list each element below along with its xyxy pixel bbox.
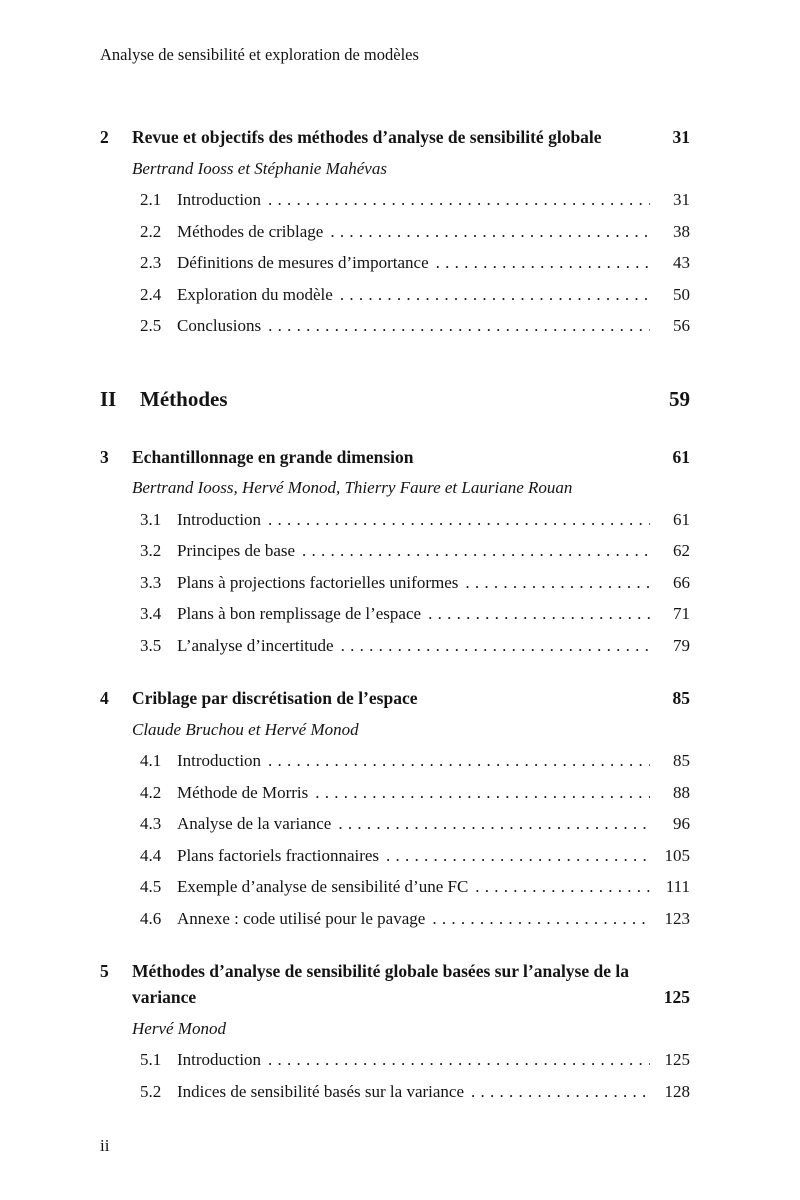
section-number: 5.1	[140, 1050, 162, 1069]
dot-leader	[268, 1044, 650, 1076]
section-page-number: 38	[673, 221, 690, 241]
section-number: 4.6	[140, 908, 162, 928]
chapter-authors-text: Bertrand Iooss et Stéphanie Mahévas	[132, 158, 387, 178]
section-entry	[100, 535, 690, 567]
dot-leader	[340, 279, 650, 311]
running-header-text: Analyse de sensibilité et exploration de modèles	[100, 45, 419, 64]
section-page-number: 96	[673, 814, 690, 833]
section-entry	[100, 184, 690, 216]
section-title: Méthodes de criblage	[177, 221, 324, 241]
chapter-number: 2	[100, 127, 109, 147]
section-title: Exploration du modèle	[177, 284, 333, 304]
section-title: Principes de base	[177, 541, 296, 560]
chapter-page-number: 61	[672, 446, 690, 467]
dot-leader	[428, 598, 650, 630]
dot-leader	[436, 247, 650, 279]
chapter-title: Criblage par discrétisation de l’espace	[132, 688, 418, 708]
part-title: Méthodes	[140, 386, 228, 411]
chapter-3-block	[100, 441, 690, 662]
dot-leader	[268, 745, 650, 777]
section-number: 4.5	[140, 877, 162, 896]
chapter-authors	[100, 153, 690, 185]
section-number: 3.3	[140, 572, 162, 592]
section-title: Définitions de mesures d’importance	[177, 253, 429, 272]
section-entry	[100, 808, 690, 840]
section-page-number: 85	[673, 751, 690, 770]
chapter-number: 3	[100, 446, 109, 467]
section-number: 3.1	[140, 509, 162, 529]
chapter-entry	[100, 121, 690, 153]
section-number: 3.4	[140, 604, 162, 623]
section-title: Annexe : code utilisé pour le pavage	[177, 908, 426, 928]
section-page-number: 50	[673, 284, 690, 304]
dot-leader	[465, 567, 650, 599]
chapter-number: 5	[100, 961, 109, 981]
section-title: Introduction	[177, 751, 262, 770]
chapter-2-block	[100, 121, 690, 342]
section-number: 3.5	[140, 635, 162, 655]
section-entry	[100, 840, 690, 872]
section-entry	[100, 598, 690, 630]
section-title: Exemple d’analyse de sensibilité d’une FC	[177, 877, 469, 896]
chapter-number: 4	[100, 688, 109, 708]
section-number: 4.1	[140, 751, 162, 770]
chapter-authors	[100, 1013, 690, 1045]
section-page-number: 62	[673, 541, 690, 560]
section-entry	[100, 777, 690, 809]
section-title: L’analyse d’incertitude	[177, 635, 334, 655]
dot-leader	[341, 630, 650, 662]
chapter-entry	[100, 955, 690, 1013]
dot-leader	[268, 310, 650, 342]
dot-leader	[471, 1076, 650, 1108]
section-title: Analyse de la variance	[177, 814, 332, 833]
section-title: Plans factoriels fractionnaires	[177, 845, 380, 865]
chapter-page-number: 125	[663, 987, 690, 1007]
section-page-number: 88	[673, 782, 690, 802]
chapter-page-number: 85	[672, 688, 690, 708]
section-page-number: 125	[664, 1050, 690, 1069]
section-title: Introduction	[177, 509, 262, 529]
chapter-title: Méthodes d’analyse de sensibilité globale basées sur l’analyse de la variance	[132, 961, 629, 1007]
chapter-title: Echantillonnage en grande dimension	[132, 446, 414, 467]
section-entry	[100, 745, 690, 777]
chapter-authors-text: Bertrand Iooss, Hervé Monod, Thierry Faure et Lauriane Rouan	[132, 478, 573, 497]
section-entry	[100, 1076, 690, 1108]
section-title: Plans à bon remplissage de l’espace	[177, 604, 422, 623]
section-entry	[100, 216, 690, 248]
dot-leader	[386, 840, 650, 872]
section-number: 4.2	[140, 782, 162, 802]
chapter-page-number: 31	[672, 127, 690, 147]
chapter-authors	[100, 472, 690, 504]
section-title: Méthode de Morris	[177, 782, 309, 802]
section-entry	[100, 1044, 690, 1076]
section-title: Indices de sensibilité basés sur la variance	[177, 1081, 465, 1101]
chapter-title: Revue et objectifs des méthodes d’analyse de sensibilité globale	[132, 127, 602, 147]
running-header	[100, 44, 690, 66]
section-title: Plans à projections factorielles uniformes	[177, 572, 459, 592]
section-number: 2.1	[140, 190, 162, 209]
section-page-number: 79	[673, 635, 690, 655]
section-number: 5.2	[140, 1081, 162, 1101]
section-number: 2.2	[140, 221, 162, 241]
section-entry	[100, 504, 690, 536]
chapter-authors	[100, 714, 690, 746]
chapter-4-block	[100, 682, 690, 934]
dot-leader	[338, 808, 650, 840]
dot-leader	[302, 535, 650, 567]
section-title: Introduction	[177, 190, 262, 209]
part-heading	[100, 378, 690, 420]
section-title: Conclusions	[177, 316, 262, 335]
section-page-number: 71	[673, 604, 690, 623]
section-page-number: 123	[664, 908, 690, 928]
section-page-number: 128	[664, 1081, 690, 1101]
section-number: 2.5	[140, 316, 162, 335]
part-page-number: 59	[669, 386, 690, 411]
chapter-5-block	[100, 955, 690, 1107]
dot-leader	[475, 871, 650, 903]
section-number: 2.3	[140, 253, 162, 272]
section-entry	[100, 871, 690, 903]
section-entry	[100, 567, 690, 599]
chapter-entry	[100, 441, 690, 473]
folio-page-number: ii	[100, 1136, 110, 1155]
section-number: 2.4	[140, 284, 162, 304]
section-page-number: 61	[673, 509, 690, 529]
section-page-number: 56	[673, 316, 690, 335]
section-entry	[100, 903, 690, 935]
chapter-entry	[100, 682, 690, 714]
section-page-number: 105	[664, 845, 690, 865]
section-page-number: 43	[673, 253, 690, 272]
section-entry	[100, 247, 690, 279]
section-entry	[100, 279, 690, 311]
section-number: 3.2	[140, 541, 162, 560]
section-page-number: 111	[665, 877, 690, 896]
section-number: 4.3	[140, 814, 162, 833]
section-number: 4.4	[140, 845, 162, 865]
section-entry	[100, 630, 690, 662]
section-title: Introduction	[177, 1050, 262, 1069]
part-number: II	[100, 386, 117, 411]
section-entry	[100, 310, 690, 342]
dot-leader	[268, 184, 650, 216]
chapter-authors-text: Claude Bruchou et Hervé Monod	[132, 719, 359, 739]
dot-leader	[432, 903, 650, 935]
dot-leader	[315, 777, 650, 809]
chapter-authors-text: Hervé Monod	[132, 1018, 226, 1038]
section-page-number: 31	[673, 190, 690, 209]
section-page-number: 66	[673, 572, 690, 592]
dot-leader	[330, 216, 650, 248]
dot-leader	[268, 504, 650, 536]
